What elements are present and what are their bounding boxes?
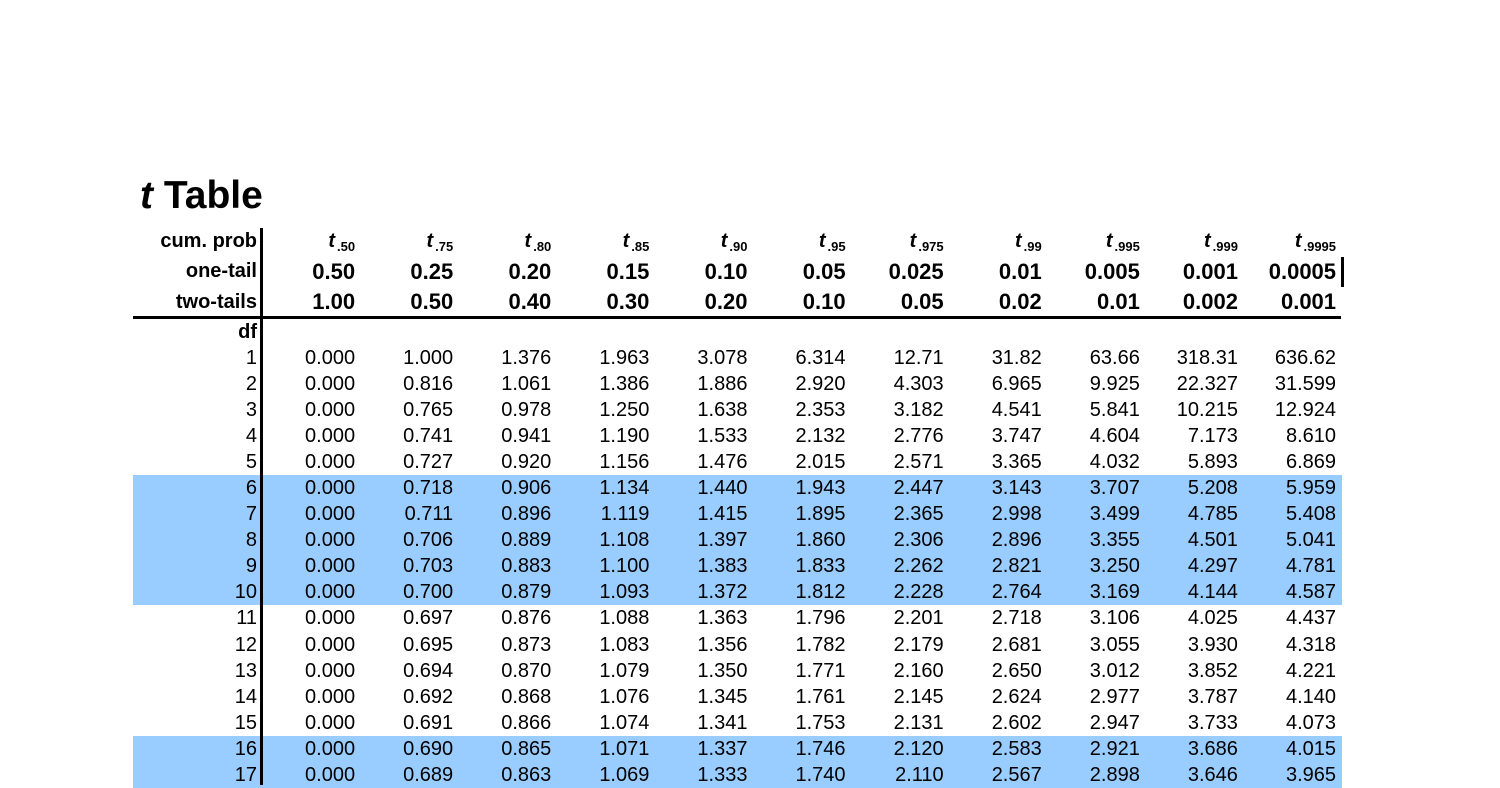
t-value: 1.061 (501, 373, 552, 396)
t-value: 22.327 (1176, 373, 1238, 396)
t-value: 5.208 (1187, 477, 1238, 500)
t-value: 0.703 (403, 555, 454, 578)
table-row-df-9 (133, 553, 1342, 579)
t-value: 2.145 (893, 685, 944, 708)
t-value: 3.499 (1089, 503, 1140, 526)
t-value: 0.870 (501, 659, 552, 682)
table-row-df-14 (133, 684, 1342, 710)
t-value: 2.998 (991, 503, 1042, 526)
t-value: 4.604 (1089, 425, 1140, 448)
t-value: 5.041 (1285, 529, 1337, 552)
t-value: 3.747 (991, 425, 1042, 448)
table-row-df-16 (133, 736, 1342, 762)
t-value: 2.624 (991, 685, 1042, 708)
t-value: 3.930 (1187, 633, 1238, 656)
df-value: 2 (245, 373, 257, 396)
t-value: 0.000 (305, 607, 356, 630)
two-tails-label: two-tails (175, 291, 257, 313)
t-symbol: t (524, 230, 532, 252)
t-value: 3.078 (697, 347, 748, 369)
table-row-df-2 (133, 371, 1342, 397)
t-value: 0.690 (403, 737, 454, 760)
t-subscript: .995 (1114, 239, 1140, 254)
t-value: 0.866 (501, 711, 552, 734)
two-tails-value: 0.10 (802, 289, 846, 314)
t-value: 0.000 (305, 685, 356, 708)
t-value: 1.071 (599, 737, 650, 760)
t-subscript: .95 (827, 239, 846, 254)
two-tails-value: 0.01 (1097, 289, 1140, 314)
t-value: 6.869 (1285, 451, 1337, 474)
t-value: 0.689 (403, 763, 454, 786)
t-value: 1.533 (697, 425, 748, 448)
t-value: 0.978 (501, 399, 552, 422)
t-value: 2.120 (893, 737, 944, 760)
t-value: 3.012 (1089, 659, 1140, 682)
t-quantile-header (556, 228, 654, 255)
t-value: 0.920 (501, 451, 552, 474)
t-value: 3.250 (1089, 555, 1140, 578)
two-tails-value: 1.00 (312, 289, 356, 314)
df-value: 13 (234, 659, 257, 682)
t-subscript: .9995 (1303, 239, 1337, 254)
t-value: 0.000 (305, 529, 356, 552)
table-row-df-4 (133, 423, 1342, 449)
table-row-df-8 (133, 527, 1342, 553)
t-value: 4.144 (1187, 581, 1238, 604)
two-tails-value: 0.30 (606, 289, 650, 314)
t-quantile-header (1047, 228, 1145, 255)
t-value: 63.66 (1089, 347, 1140, 369)
t-value: 0.863 (501, 763, 552, 786)
t-value: 0.868 (501, 685, 552, 708)
t-value: 2.447 (893, 477, 944, 500)
t-value: 1.079 (599, 659, 650, 682)
one-tail-value: 0.0005 (1268, 259, 1337, 284)
table-row-df-7 (133, 501, 1342, 527)
t-value: 3.733 (1187, 711, 1238, 734)
t-value: 31.599 (1274, 373, 1337, 396)
df-label: df (238, 321, 257, 343)
t-value: 10.215 (1176, 399, 1238, 422)
df-value: 12 (234, 633, 257, 656)
t-value: 2.131 (893, 711, 944, 734)
df-value: 5 (245, 451, 257, 474)
t-value: 0.000 (305, 763, 356, 786)
title-t-symbol: t (140, 174, 153, 217)
t-value: 4.587 (1285, 581, 1337, 604)
table-row-df-3 (133, 397, 1342, 423)
t-value: 0.000 (305, 581, 356, 604)
t-value: 3.355 (1089, 529, 1140, 552)
t-value: 1.753 (795, 711, 846, 734)
one-tail-value: 0.001 (1182, 259, 1238, 284)
t-value: 0.765 (403, 399, 454, 422)
t-subscript: .999 (1212, 239, 1238, 254)
t-value: 2.353 (795, 399, 846, 422)
df-value: 15 (234, 711, 257, 734)
t-value: 0.000 (305, 373, 356, 396)
t-value: 1.083 (599, 633, 650, 656)
two-tails-value: 0.02 (998, 289, 1042, 314)
t-value: 4.501 (1187, 529, 1238, 552)
t-value: 2.110 (895, 763, 944, 786)
table-row-df-1 (133, 345, 1342, 371)
t-value: 0.706 (403, 529, 454, 552)
t-value: 4.781 (1285, 555, 1337, 578)
t-value: 2.583 (991, 737, 1042, 760)
t-value: 4.015 (1285, 737, 1337, 760)
t-value: 0.000 (305, 659, 356, 682)
df-value: 17 (234, 763, 257, 786)
t-value: 1.000 (403, 347, 454, 369)
df-value: 6 (245, 477, 257, 500)
t-value: 1.088 (599, 607, 650, 630)
df-value: 1 (245, 347, 257, 369)
t-value: 2.201 (893, 607, 944, 630)
t-value: 2.262 (893, 555, 944, 578)
page-title (140, 174, 263, 218)
t-value: 0.697 (403, 607, 454, 630)
t-value: 6.314 (795, 347, 846, 369)
t-value: 1.190 (599, 425, 650, 448)
t-value: 3.965 (1285, 763, 1337, 786)
t-value: 3.686 (1187, 737, 1238, 760)
t-value: 0.000 (305, 477, 356, 500)
t-value: 0.876 (501, 607, 552, 630)
t-value: 1.341 (697, 711, 748, 734)
t-subscript: .99 (1023, 239, 1042, 254)
t-value: 1.363 (697, 607, 748, 630)
two-tails-value: 0.50 (410, 289, 454, 314)
t-value: 1.250 (599, 399, 650, 422)
t-value: 2.921 (1089, 737, 1140, 760)
t-value: 1.376 (501, 347, 552, 369)
two-tails-value: 0.40 (508, 289, 552, 314)
t-value: 2.650 (991, 659, 1042, 682)
t-value: 3.365 (991, 451, 1042, 474)
t-value: 1.440 (697, 477, 748, 500)
t-value: 2.602 (991, 711, 1042, 734)
t-value: 4.140 (1285, 685, 1337, 708)
table-row-df-10 (133, 579, 1342, 605)
df-value: 8 (245, 529, 257, 552)
t-symbol: t (909, 230, 917, 252)
t-value: 0.691 (403, 711, 454, 734)
t-value: 7.173 (1187, 425, 1238, 448)
t-value: 1.345 (697, 685, 748, 708)
t-value: 1.963 (599, 347, 650, 369)
t-value: 5.959 (1285, 477, 1337, 500)
table-row-df-5 (133, 449, 1342, 475)
t-subscript: .90 (729, 239, 748, 254)
df-value: 14 (234, 685, 257, 708)
t-subscript: .75 (435, 239, 454, 254)
df-value: 11 (236, 607, 257, 630)
t-value: 1.796 (795, 607, 846, 630)
t-value: 5.893 (1187, 451, 1238, 474)
t-value: 636.62 (1274, 347, 1337, 369)
t-value: 0.879 (501, 581, 552, 604)
t-symbol: t (1203, 230, 1211, 252)
t-value: 1.356 (697, 633, 748, 656)
t-quantile-header (1145, 228, 1243, 255)
t-symbol: t (426, 230, 434, 252)
t-symbol: t (1015, 230, 1022, 252)
df-value: 7 (245, 503, 257, 526)
t-value: 0.941 (501, 425, 552, 448)
t-value: 1.383 (697, 555, 748, 578)
t-value: 2.718 (991, 607, 1042, 630)
t-value: 1.812 (795, 581, 846, 604)
t-value: 0.000 (305, 503, 356, 526)
one-tail-value: 0.005 (1084, 259, 1140, 284)
t-value: 1.943 (795, 477, 846, 500)
table-header (133, 228, 1342, 316)
t-value: 1.119 (600, 503, 650, 526)
t-value: 0.700 (403, 581, 454, 604)
two-tails-value: 0.20 (704, 289, 748, 314)
t-value: 2.306 (893, 529, 944, 552)
t-value: 0.694 (403, 659, 454, 682)
t-value: 1.397 (697, 529, 748, 552)
t-value: 3.143 (991, 477, 1042, 500)
df-value: 10 (234, 581, 257, 604)
t-value: 3.182 (893, 399, 944, 422)
t-value: 4.297 (1187, 555, 1238, 578)
t-value: 2.681 (991, 633, 1042, 656)
df-column-divider (260, 228, 263, 785)
t-value: 2.947 (1089, 711, 1140, 734)
t-value: 0.865 (501, 737, 552, 760)
one-tail-value: 0.01 (998, 259, 1042, 284)
text-cursor-caret (1341, 257, 1344, 287)
t-quantile-header (360, 228, 458, 255)
t-value: 31.82 (991, 347, 1042, 369)
t-value: 0.692 (403, 685, 454, 708)
t-value: 0.000 (305, 399, 356, 422)
t-value: 0.741 (403, 425, 454, 448)
table-row-df-12 (133, 632, 1342, 658)
t-value: 1.782 (795, 633, 846, 656)
t-value: 1.093 (599, 581, 650, 604)
t-value: 4.785 (1187, 503, 1238, 526)
t-symbol: t (1294, 230, 1302, 252)
df-value: 3 (245, 399, 257, 422)
t-symbol: t (328, 230, 336, 252)
t-value: 4.073 (1285, 711, 1337, 734)
t-quantile-header (851, 228, 949, 255)
t-value: 1.100 (599, 555, 650, 578)
title-rest: Table (153, 174, 263, 217)
t-quantile-header (654, 228, 752, 255)
t-value: 1.074 (599, 711, 650, 734)
t-value: 2.567 (991, 763, 1042, 786)
t-value: 2.571 (893, 451, 944, 474)
two-tails-value: 0.05 (900, 289, 944, 314)
df-value: 9 (245, 555, 257, 578)
t-value: 1.895 (795, 503, 846, 526)
t-value: 0.695 (403, 633, 454, 656)
t-value: 8.610 (1285, 425, 1337, 448)
t-value: 1.108 (599, 529, 650, 552)
t-value: 2.898 (1089, 763, 1140, 786)
t-value: 0.711 (404, 503, 454, 526)
t-value: 2.821 (991, 555, 1042, 578)
header-rule (133, 316, 1341, 319)
t-quantile-header (752, 228, 850, 255)
t-value: 0.896 (501, 503, 552, 526)
t-quantile-header (458, 228, 556, 255)
table-row-df-11 (133, 605, 1342, 631)
df-value: 16 (234, 737, 257, 760)
table-row-df-15 (133, 710, 1342, 736)
t-value: 2.160 (893, 659, 944, 682)
t-symbol: t (1105, 230, 1113, 252)
t-value: 1.740 (795, 763, 846, 786)
t-value: 1.069 (599, 763, 650, 786)
t-value: 1.860 (795, 529, 846, 552)
t-value: 4.437 (1285, 607, 1337, 630)
t-value: 0.727 (403, 451, 454, 474)
t-value: 1.156 (599, 451, 650, 474)
t-value: 1.833 (795, 555, 846, 578)
table-row-df-17 (133, 762, 1342, 788)
t-value: 1.337 (697, 737, 748, 760)
t-value: 3.707 (1089, 477, 1140, 500)
t-value: 3.169 (1089, 581, 1140, 604)
t-value: 0.000 (305, 555, 356, 578)
t-value: 0.889 (501, 529, 552, 552)
t-quantile-header (262, 228, 360, 255)
t-subscript: .50 (337, 239, 356, 254)
t-value: 2.920 (795, 373, 846, 396)
t-value: 12.71 (893, 347, 944, 369)
t-symbol: t (720, 230, 728, 252)
t-value: 0.816 (403, 373, 454, 396)
t-value: 5.408 (1285, 503, 1337, 526)
t-subscript: .80 (533, 239, 552, 254)
one-tail-label: one-tail (185, 260, 257, 282)
one-tail-value: 0.025 (888, 259, 944, 284)
t-value: 0.873 (501, 633, 552, 656)
t-value: 3.055 (1089, 633, 1140, 656)
t-value: 1.333 (697, 763, 748, 786)
t-subscript: .85 (631, 239, 650, 254)
t-value: 1.076 (599, 685, 650, 708)
t-value: 4.318 (1285, 633, 1337, 656)
t-value: 1.761 (795, 685, 846, 708)
table-body (133, 345, 1342, 788)
t-value: 0.000 (305, 347, 356, 369)
cum-prob-label: cum. prob (160, 230, 257, 252)
t-symbol: t (622, 230, 630, 252)
t-value: 1.350 (697, 659, 748, 682)
t-value: 6.965 (991, 373, 1042, 396)
t-value: 3.787 (1187, 685, 1238, 708)
t-value: 1.886 (697, 373, 748, 396)
t-value: 2.179 (893, 633, 944, 656)
t-value: 12.924 (1274, 399, 1337, 422)
t-value: 0.000 (305, 451, 356, 474)
t-value: 5.841 (1089, 399, 1140, 422)
t-value: 2.977 (1089, 685, 1140, 708)
t-value: 1.771 (795, 659, 846, 682)
t-value: 4.221 (1285, 659, 1337, 682)
t-symbol: t (818, 230, 826, 252)
one-tail-value: 0.15 (606, 259, 650, 284)
t-value: 2.132 (795, 425, 846, 448)
t-value: 1.386 (599, 373, 650, 396)
t-subscript: .975 (918, 239, 944, 254)
t-value: 2.228 (893, 581, 944, 604)
two-tails-value: 0.002 (1182, 289, 1238, 314)
t-value: 1.638 (697, 399, 748, 422)
t-value: 4.303 (893, 373, 944, 396)
t-value: 0.906 (501, 477, 552, 500)
one-tail-value: 0.20 (508, 259, 552, 284)
t-value: 2.776 (893, 425, 944, 448)
t-value: 0.000 (305, 425, 356, 448)
one-tail-value: 0.10 (704, 259, 748, 284)
t-value: 0.883 (501, 555, 552, 578)
t-value: 3.852 (1187, 659, 1238, 682)
t-value: 1.372 (697, 581, 748, 604)
t-value: 3.646 (1187, 763, 1238, 786)
t-value: 1.134 (599, 477, 650, 500)
t-value: 4.025 (1187, 607, 1238, 630)
one-tail-value: 0.05 (802, 259, 846, 284)
two-tails-value: 0.001 (1280, 289, 1337, 314)
t-value: 0.000 (305, 633, 356, 656)
t-value: 2.896 (991, 529, 1042, 552)
df-value: 4 (245, 425, 257, 448)
t-quantile-header (949, 228, 1047, 255)
t-value: 4.032 (1089, 451, 1140, 474)
t-value: 0.718 (403, 477, 454, 500)
t-value: 2.365 (893, 503, 944, 526)
t-value: 0.000 (305, 737, 356, 760)
t-value: 1.746 (795, 737, 846, 760)
t-value: 9.925 (1089, 373, 1140, 396)
t-value: 0.000 (305, 711, 356, 734)
t-value: 2.764 (991, 581, 1042, 604)
t-value: 1.476 (697, 451, 748, 474)
t-value: 3.106 (1089, 607, 1140, 630)
table-row-df-6 (133, 475, 1342, 501)
one-tail-value: 0.25 (410, 259, 454, 284)
t-value: 2.015 (795, 451, 846, 474)
t-value: 4.541 (991, 399, 1042, 422)
t-value: 1.415 (697, 503, 748, 526)
table-row-df-13 (133, 658, 1342, 684)
t-quantile-header (1243, 228, 1341, 255)
t-value: 318.31 (1176, 347, 1238, 369)
one-tail-value: 0.50 (312, 259, 356, 284)
